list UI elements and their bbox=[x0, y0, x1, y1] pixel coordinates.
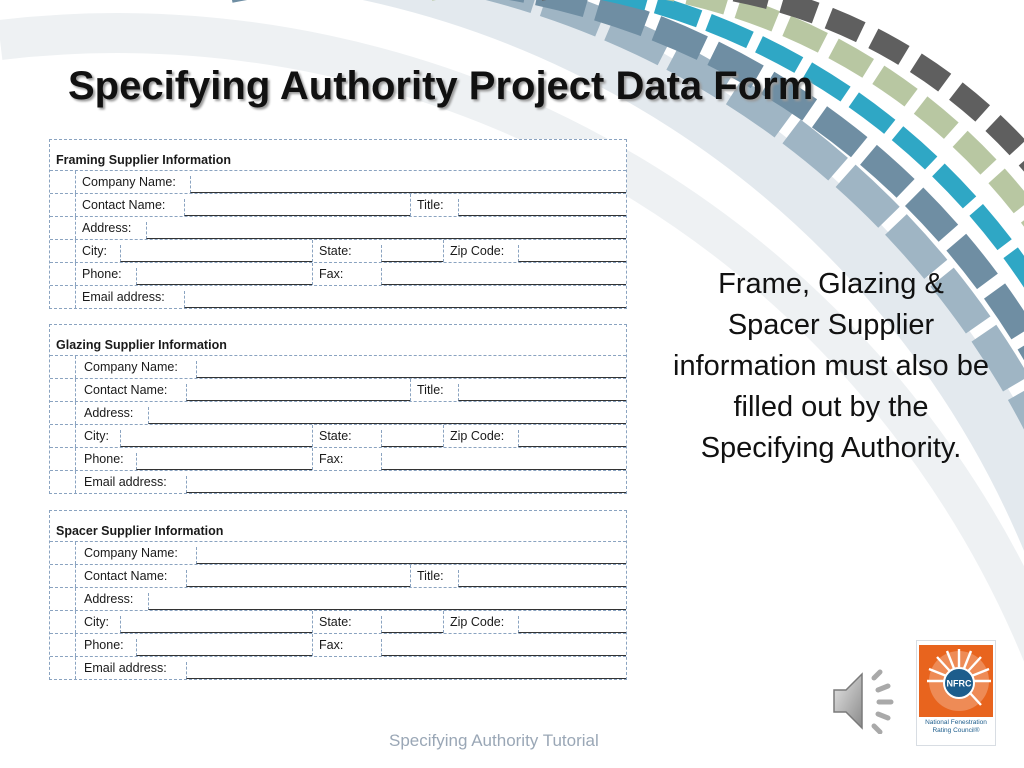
email-row bbox=[50, 470, 626, 493]
fax-field[interactable] bbox=[381, 639, 626, 656]
contact-label: Contact Name: bbox=[84, 383, 168, 397]
email-label: Email address: bbox=[84, 475, 167, 489]
zip-label: Zip Code: bbox=[450, 615, 505, 629]
contact-field[interactable] bbox=[186, 384, 410, 401]
email-label: Email address: bbox=[84, 661, 167, 675]
address-label: Address: bbox=[82, 221, 132, 235]
contact-label: Contact Name: bbox=[82, 198, 166, 212]
company-field[interactable] bbox=[190, 176, 626, 193]
section-heading: Spacer Supplier Information bbox=[56, 524, 224, 538]
city-label: City: bbox=[82, 244, 107, 258]
title-field[interactable] bbox=[458, 384, 626, 401]
address-field[interactable] bbox=[148, 407, 626, 424]
company-field[interactable] bbox=[196, 361, 626, 378]
state-label: State: bbox=[319, 429, 352, 443]
zip-field[interactable] bbox=[518, 430, 626, 447]
city-label: City: bbox=[84, 615, 109, 629]
address-row bbox=[50, 587, 626, 610]
nfrc-logo bbox=[916, 640, 996, 746]
email-field[interactable] bbox=[186, 476, 626, 493]
address-label: Address: bbox=[84, 592, 134, 606]
section-heading: Glazing Supplier Information bbox=[56, 338, 227, 352]
glazing-supplier-section bbox=[49, 324, 627, 494]
state-field[interactable] bbox=[381, 430, 443, 447]
speaker-icon[interactable] bbox=[830, 668, 900, 734]
nfrc-emblem-icon bbox=[917, 643, 995, 719]
city-field[interactable] bbox=[120, 616, 312, 633]
slide-footer: Specifying Authority Tutorial bbox=[389, 731, 599, 750]
contact-row bbox=[50, 378, 626, 401]
phone-field[interactable] bbox=[136, 268, 312, 285]
spacer-supplier-section bbox=[49, 510, 627, 680]
slide-title: Specifying Authority Project Data Form bbox=[68, 64, 814, 108]
fax-field[interactable] bbox=[381, 268, 626, 285]
title-label: Title: bbox=[417, 198, 444, 212]
address-field[interactable] bbox=[146, 222, 626, 239]
phone-field[interactable] bbox=[136, 453, 312, 470]
phone-row bbox=[50, 447, 626, 470]
city-field[interactable] bbox=[120, 245, 312, 262]
state-field[interactable] bbox=[381, 616, 443, 633]
contact-field[interactable] bbox=[186, 570, 410, 587]
title-label: Title: bbox=[417, 383, 444, 397]
address-field[interactable] bbox=[148, 593, 626, 610]
city-label: City: bbox=[84, 429, 109, 443]
company-label: Company Name: bbox=[82, 175, 176, 189]
zip-label: Zip Code: bbox=[450, 244, 505, 258]
city-row bbox=[50, 239, 626, 262]
zip-field[interactable] bbox=[518, 245, 626, 262]
fax-field[interactable] bbox=[381, 453, 626, 470]
phone-row bbox=[50, 262, 626, 285]
address-row bbox=[50, 401, 626, 424]
email-field[interactable] bbox=[184, 291, 626, 308]
company-row bbox=[50, 541, 626, 564]
framing-supplier-section bbox=[49, 139, 627, 309]
state-label: State: bbox=[319, 615, 352, 629]
contact-field[interactable] bbox=[184, 199, 410, 216]
fax-label: Fax: bbox=[319, 638, 344, 652]
contact-row bbox=[50, 564, 626, 587]
email-label: Email address: bbox=[82, 290, 165, 304]
side-note: Frame, Glazing & Spacer Supplier information must also be filled out by the Specifying Authority. bbox=[673, 268, 989, 464]
address-label: Address: bbox=[84, 406, 134, 420]
state-label: State: bbox=[319, 244, 352, 258]
city-field[interactable] bbox=[120, 430, 312, 447]
section-heading: Framing Supplier Information bbox=[56, 153, 232, 167]
logo-mark: NFRC bbox=[946, 678, 972, 689]
company-row bbox=[50, 355, 626, 378]
phone-label: Phone: bbox=[84, 452, 124, 466]
company-row bbox=[50, 170, 626, 193]
logo-caption: National Fenestration Rating Council® bbox=[925, 719, 987, 734]
city-row bbox=[50, 610, 626, 633]
email-row bbox=[50, 285, 626, 308]
company-label: Company Name: bbox=[84, 360, 178, 374]
fax-label: Fax: bbox=[319, 267, 344, 281]
state-field[interactable] bbox=[381, 245, 443, 262]
email-row bbox=[50, 656, 626, 679]
phone-label: Phone: bbox=[82, 267, 122, 281]
phone-field[interactable] bbox=[136, 639, 312, 656]
fax-label: Fax: bbox=[319, 452, 344, 466]
title-field[interactable] bbox=[458, 570, 626, 587]
zip-label: Zip Code: bbox=[450, 429, 505, 443]
company-label: Company Name: bbox=[84, 546, 178, 560]
city-row bbox=[50, 424, 626, 447]
phone-row bbox=[50, 633, 626, 656]
company-field[interactable] bbox=[196, 547, 626, 564]
title-label: Title: bbox=[417, 569, 444, 583]
contact-label: Contact Name: bbox=[84, 569, 168, 583]
contact-row bbox=[50, 193, 626, 216]
email-field[interactable] bbox=[186, 662, 626, 679]
zip-field[interactable] bbox=[518, 616, 626, 633]
phone-label: Phone: bbox=[84, 638, 124, 652]
title-field[interactable] bbox=[458, 199, 626, 216]
address-row bbox=[50, 216, 626, 239]
